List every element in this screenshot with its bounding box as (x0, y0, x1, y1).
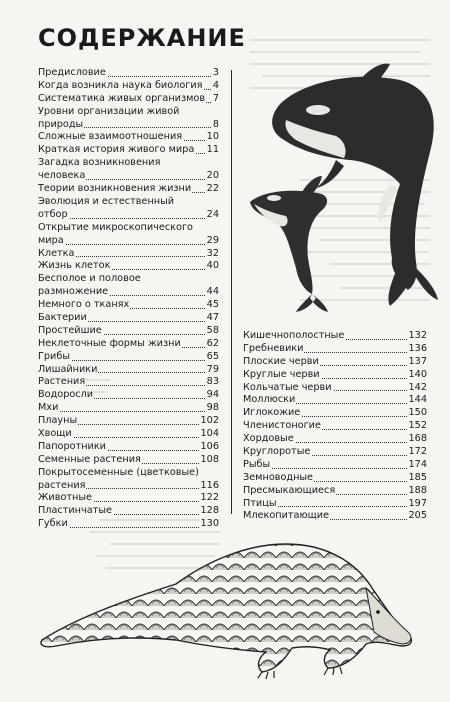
toc-entry (243, 498, 427, 511)
toc-page-number: 168 (408, 433, 427, 445)
toc-entry (38, 492, 219, 505)
toc-entry-title: Мхи (38, 402, 59, 414)
orca-illustration (240, 62, 440, 312)
toc-entry (38, 157, 219, 183)
toc-entry-title: Пластинчатые (38, 505, 112, 517)
toc-entry (38, 144, 219, 157)
toc-page-number: 142 (408, 381, 427, 393)
toc-page-number: 174 (408, 458, 427, 470)
toc-entry-title: Водоросли (38, 389, 94, 401)
toc-page-number: 44 (206, 286, 219, 298)
toc-page-number: 102 (200, 415, 219, 427)
toc-entry (38, 364, 219, 377)
toc-entry-title: Жизнь клеток (38, 260, 111, 272)
toc-entry (38, 415, 219, 428)
toc-page-number: 144 (408, 394, 427, 406)
toc-page-number: 65 (206, 350, 219, 362)
toc-page-number: 128 (200, 505, 219, 517)
toc-entry (38, 351, 219, 364)
toc-entry-title: Членистоногие (243, 420, 321, 432)
toc-page-number: 79 (206, 363, 219, 375)
toc-entry-title: Когда возникла наука биология (38, 79, 203, 91)
toc-entry (243, 330, 427, 343)
toc-page-number: 22 (206, 183, 219, 195)
toc-page-number: 24 (206, 208, 219, 220)
toc-entry-title: Хвощи (38, 428, 72, 440)
toc-page-number: 172 (408, 446, 427, 457)
toc-entry (38, 325, 219, 338)
toc-page-number: 205 (408, 510, 427, 522)
toc-page-number: 122 (200, 492, 219, 504)
page-title: СОДЕРЖАНИЕ (38, 24, 246, 52)
toc-page-number: 10 (206, 131, 219, 143)
toc-page-number: 98 (206, 402, 219, 414)
toc-entry (38, 428, 219, 441)
toc-entry-title: Гребневики (243, 342, 304, 354)
toc-entry (38, 67, 219, 80)
toc-entry-title: Открытие микроскопического (38, 221, 193, 233)
toc-entry-title: Эволюция и естественный (38, 195, 175, 207)
column-divider (231, 70, 232, 514)
toc-entry (243, 433, 427, 446)
toc-entry-title: Животные (38, 492, 92, 504)
toc-entry-title-continued: растения (38, 479, 86, 491)
toc-entry-title: Круглые черви (243, 368, 320, 380)
toc-entry-title: Иглокожие (243, 407, 301, 419)
toc-entry (38, 106, 219, 132)
toc-page-number: 11 (206, 144, 219, 156)
toc-entry (243, 382, 427, 395)
toc-page-number: 140 (408, 368, 427, 380)
toc-entry-title: Плауны (38, 415, 78, 427)
toc-entry (38, 93, 219, 106)
toc-page-number: 20 (206, 170, 219, 182)
toc-entry (38, 260, 219, 273)
toc-page-number: 106 (200, 440, 219, 452)
toc-entry-title: Грибы (38, 350, 70, 362)
toc-entry-title: Бактерии (38, 312, 87, 323)
toc-entry-title: Неклеточные формы жизни (38, 337, 181, 349)
toc-entry-title: Хордовые (243, 433, 294, 445)
toc-entry (38, 196, 219, 222)
toc-page-number: 188 (408, 484, 427, 496)
toc-entry (243, 446, 427, 459)
toc-entry (243, 394, 427, 407)
toc-entry-title-continued: размножение (38, 286, 109, 298)
toc-entry (38, 80, 219, 93)
toc-page-number: 45 (206, 299, 219, 311)
toc-page-number: 136 (408, 342, 427, 354)
toc-entry-title: Растения (38, 376, 86, 388)
toc-entry (243, 472, 427, 485)
toc-entry-title: Птицы (243, 497, 277, 509)
toc-entry-title: Предисловие (38, 67, 106, 78)
toc-page-number: 108 (200, 453, 219, 465)
toc-entry-title-continued: мира (38, 234, 64, 246)
toc-entry (38, 273, 219, 299)
toc-page-number: 116 (200, 479, 219, 491)
toc-page-number: 62 (206, 337, 219, 349)
toc-entry-title: Кольчатые черви (243, 381, 332, 393)
toc-page-number: 185 (408, 471, 427, 483)
toc-entry-title: Плоские черви (243, 355, 319, 367)
toc-page-number: 29 (206, 234, 219, 246)
toc-page-number: 150 (408, 407, 427, 419)
toc-page-number: 152 (408, 420, 427, 432)
toc-entry-title: Круглоротые (243, 446, 311, 458)
toc-entry-title: Рыбы (243, 458, 271, 470)
toc-entry-title-continued: природы (38, 118, 84, 130)
toc-entry (243, 459, 427, 472)
toc-entry-title: Лишайники (38, 363, 98, 375)
toc-page-number: 32 (206, 247, 219, 259)
toc-entry (38, 402, 219, 415)
toc-page-number: 137 (408, 355, 427, 367)
toc-page-number: 8 (212, 118, 219, 130)
toc-entry (38, 312, 219, 325)
toc-page-number: 104 (200, 428, 219, 439)
toc-entry-title: Млекопитающие (243, 510, 330, 522)
toc-entry-title: Земноводные (243, 471, 314, 483)
toc-entry-title: Папоротники (38, 440, 106, 452)
toc-entry (38, 299, 219, 312)
toc-entry-title: Семенные растения (38, 453, 141, 465)
toc-entry-title-continued: человека (38, 170, 86, 182)
toc-entry-title: Пресмыкающиеся (243, 484, 336, 496)
toc-page-number: 47 (206, 311, 219, 323)
toc-entry (243, 420, 427, 433)
toc-entry (38, 505, 219, 518)
toc-entry-title: Простейшие (38, 324, 102, 336)
toc-entry-title: Клетка (38, 247, 75, 259)
toc-entry-title: Сложные взаимоотношения (38, 131, 183, 143)
toc-entry (38, 222, 219, 248)
toc-column-right (243, 330, 427, 523)
toc-entry-title: Теории возникновения жизни (38, 183, 192, 195)
toc-entry-title: Систематика живых организмов (38, 92, 206, 104)
toc-entry (38, 454, 219, 467)
toc-entry (38, 441, 219, 454)
dot-leader (38, 410, 219, 412)
toc-entry-title: Загадка возникновения (38, 157, 161, 169)
toc-entry (38, 376, 219, 389)
toc-entry (243, 369, 427, 382)
toc-entry (38, 248, 219, 261)
toc-entry (38, 467, 219, 493)
toc-entry (38, 183, 219, 196)
toc-entry-title: Немного о тканях (38, 299, 130, 311)
toc-page-number: 132 (408, 329, 427, 341)
toc-entry-title-continued: отбор (38, 208, 68, 220)
toc-page-number: 83 (206, 376, 219, 388)
toc-entry-title: Кишечнополостные (243, 330, 345, 341)
toc-entry-title: Покрытосеменные (цветковые) (38, 466, 199, 478)
toc-page-number: 94 (206, 389, 219, 401)
toc-entry (38, 338, 219, 351)
toc-entry-title: Краткая история живого мира (38, 144, 195, 156)
toc-page-number: 130 (200, 518, 219, 530)
toc-column-left (38, 67, 219, 531)
toc-entry-title: Моллюски (243, 394, 296, 406)
toc-page-number: 58 (206, 324, 219, 336)
toc-entry-title: Уровни организации живой (38, 105, 180, 117)
toc-page-number: 3 (212, 66, 219, 78)
toc-page-number: 40 (206, 260, 219, 272)
dot-leader (38, 243, 219, 245)
toc-entry (243, 343, 427, 356)
toc-page-number: 4 (212, 79, 219, 91)
toc-entry (243, 356, 427, 369)
toc-entry (243, 485, 427, 498)
toc-entry (243, 407, 427, 420)
toc-entry-title: Губки (38, 518, 68, 530)
toc-entry (38, 389, 219, 402)
toc-page-number: 7 (212, 92, 219, 104)
toc-entry (38, 131, 219, 144)
toc-entry-title: Бесполое и половое (38, 273, 141, 285)
toc-page-number: 197 (408, 497, 427, 509)
pangolin-illustration (36, 522, 416, 682)
